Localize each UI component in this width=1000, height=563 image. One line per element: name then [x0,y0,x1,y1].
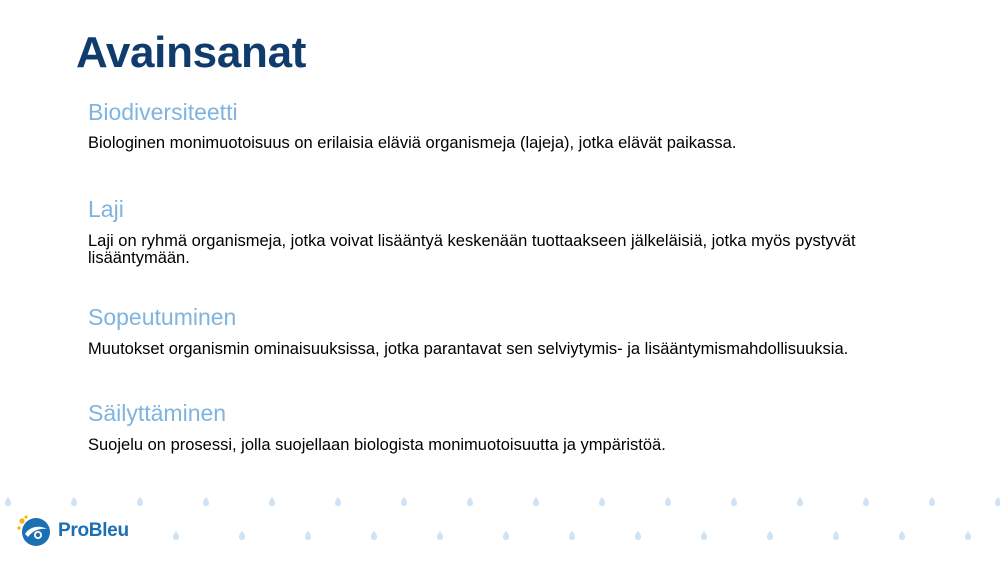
keyword-term: Säilyttäminen [88,400,227,426]
probleu-logo-icon [16,513,52,549]
water-droplet-icon [635,531,641,540]
page-title: Avainsanat [76,28,307,77]
water-droplet-icon [701,531,707,540]
water-droplet-icon [173,531,179,540]
keyword-definition: Suojelu on prosessi, jolla suojellaan biologista monimuotoisuutta ja ympäristöä. [88,436,666,454]
water-droplet-icon [833,531,839,540]
droplet-pattern [0,488,1000,548]
water-droplet-icon [569,531,575,540]
keyword-term: Sopeutuminen [88,304,237,330]
water-droplet-icon [533,497,539,506]
keyword-term: Laji [88,196,124,222]
water-droplet-icon [437,531,443,540]
water-droplet-icon [665,497,671,506]
water-droplet-icon [599,497,605,506]
water-droplet-icon [467,497,473,506]
probleu-logo [16,513,129,549]
water-droplet-icon [371,531,377,540]
water-droplet-icon [239,531,245,540]
water-droplet-icon [269,497,275,506]
water-droplet-icon [503,531,509,540]
water-droplet-icon [137,497,143,506]
water-droplet-icon [965,531,971,540]
water-droplet-icon [863,497,869,506]
water-droplet-icon [203,497,209,506]
keyword-definition: Biologinen monimuotoisuus on erilaisia eläviä organismeja (lajeja), jotka elävät paikassa. [88,134,737,152]
water-droplet-icon [929,497,935,506]
water-droplet-icon [899,531,905,540]
brand-name: ProBleu [58,520,129,541]
water-droplet-icon [767,531,773,540]
water-droplet-icon [305,531,311,540]
water-droplet-icon [797,497,803,506]
water-droplet-icon [5,497,11,506]
water-droplet-icon [401,497,407,506]
keyword-definition: Laji on ryhmä organismeja, jotka voivat lisääntyä keskenään tuottaakseen jälkeläisiä, jotka myös pystyvät lisääntymään. [88,232,856,267]
water-droplet-icon [71,497,77,506]
keyword-term: Biodiversiteetti [88,99,238,125]
water-droplet-icon [335,497,341,506]
water-droplet-icon [995,497,1000,506]
keyword-definition: Muutokset organismin ominaisuuksissa, jotka parantavat sen selviytymis- ja lisääntymismahdollisuuksia. [88,340,849,358]
water-droplet-icon [731,497,737,506]
